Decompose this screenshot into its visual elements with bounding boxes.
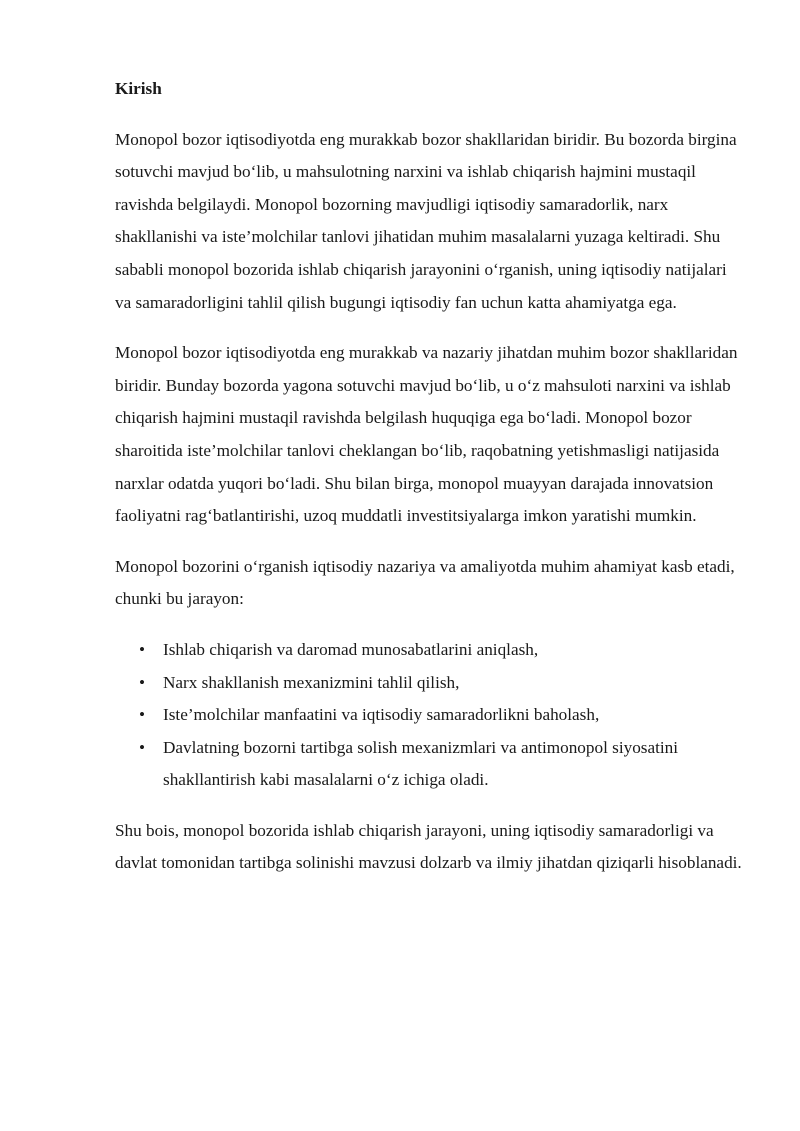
list-item [115, 667, 745, 700]
list-item [115, 732, 745, 797]
list-item-text: Ishlab chiqarish va daromad munosabatlarini aniqlash, [163, 639, 539, 659]
list-item [115, 699, 745, 732]
paragraph-importance: Monopol bozorini o‘rganish iqtisodiy nazariya va amaliyotda muhim ahamiyat kasb etadi, chunki bu jarayon: [115, 556, 735, 609]
bullet-icon: • [139, 705, 146, 725]
list-item-text: Narx shakllanish mexanizmini tahlil qilish, [163, 672, 460, 692]
document-body [115, 73, 745, 898]
list-item-text: Davlatning bozorni tartibga solish mexanizmlari va antimonopol siyosatini shakllantirish kabi masalalarni o‘z ichiga oladi. [163, 737, 679, 790]
bullet-list [115, 634, 745, 797]
section-heading: Kirish [115, 79, 162, 98]
list-item-text: Iste’molchilar manfaatini va iqtisodiy samaradorlikni baholash, [163, 705, 600, 725]
bullet-icon: • [139, 737, 146, 757]
paragraph-intro: Monopol bozor iqtisodiyotda eng murakkab bozor shakllaridan biridir. Bu bozorda birgina sotuvchi mavjud bo‘lib, u mahsulotning narxini va ishlab chiqarish hajmini mustaqil ravishda belgilaydi. Monopol bozorning mavjudligi iqtisodiy samaradorlik, narx shakllanishi va iste’molchilar tanlovi jihatidan muhim masalalarni yuzaga keltiradi. Shu sababli monopol bozorida ishlab chiqarish jarayonini o‘rganish, uning iqtisodiy natijalari va samaradorligini tahlil qilish bugungi iqtisodiy fan uchun katta ahamiyatga ega. [115, 129, 737, 312]
bullet-icon: • [139, 672, 146, 692]
paragraph-conclusion: Shu bois, monopol bozorida ishlab chiqarish jarayoni, uning iqtisodiy samaradorligi va davlat tomonidan tartibga solinishi mavzusi dolzarb va ilmiy jihatdan qiziqarli hisoblanadi. [115, 820, 742, 873]
paragraph-market-description: Monopol bozor iqtisodiyotda eng murakkab va nazariy jihatdan muhim bozor shakllaridan biridir. Bunday bozorda yagona sotuvchi mavjud bo‘lib, u o‘z mahsuloti narxini va ishlab chiqarish hajmini mustaqil ravishda belgilash huquqiga ega bo‘ladi. Monopol bozor sharoitida iste’molchilar tanlovi cheklangan bo‘lib, raqobatning yetishmasligi natijasida narxlar odatda yuqori bo‘ladi. Shu bilan birga, monopol muayyan darajada innovatsion faoliyatni rag‘batlantirishi, uzoq muddatli investitsiyalarga imkon yaratishi mumkin. [115, 343, 738, 526]
list-item [115, 634, 745, 667]
bullet-icon: • [139, 639, 146, 659]
